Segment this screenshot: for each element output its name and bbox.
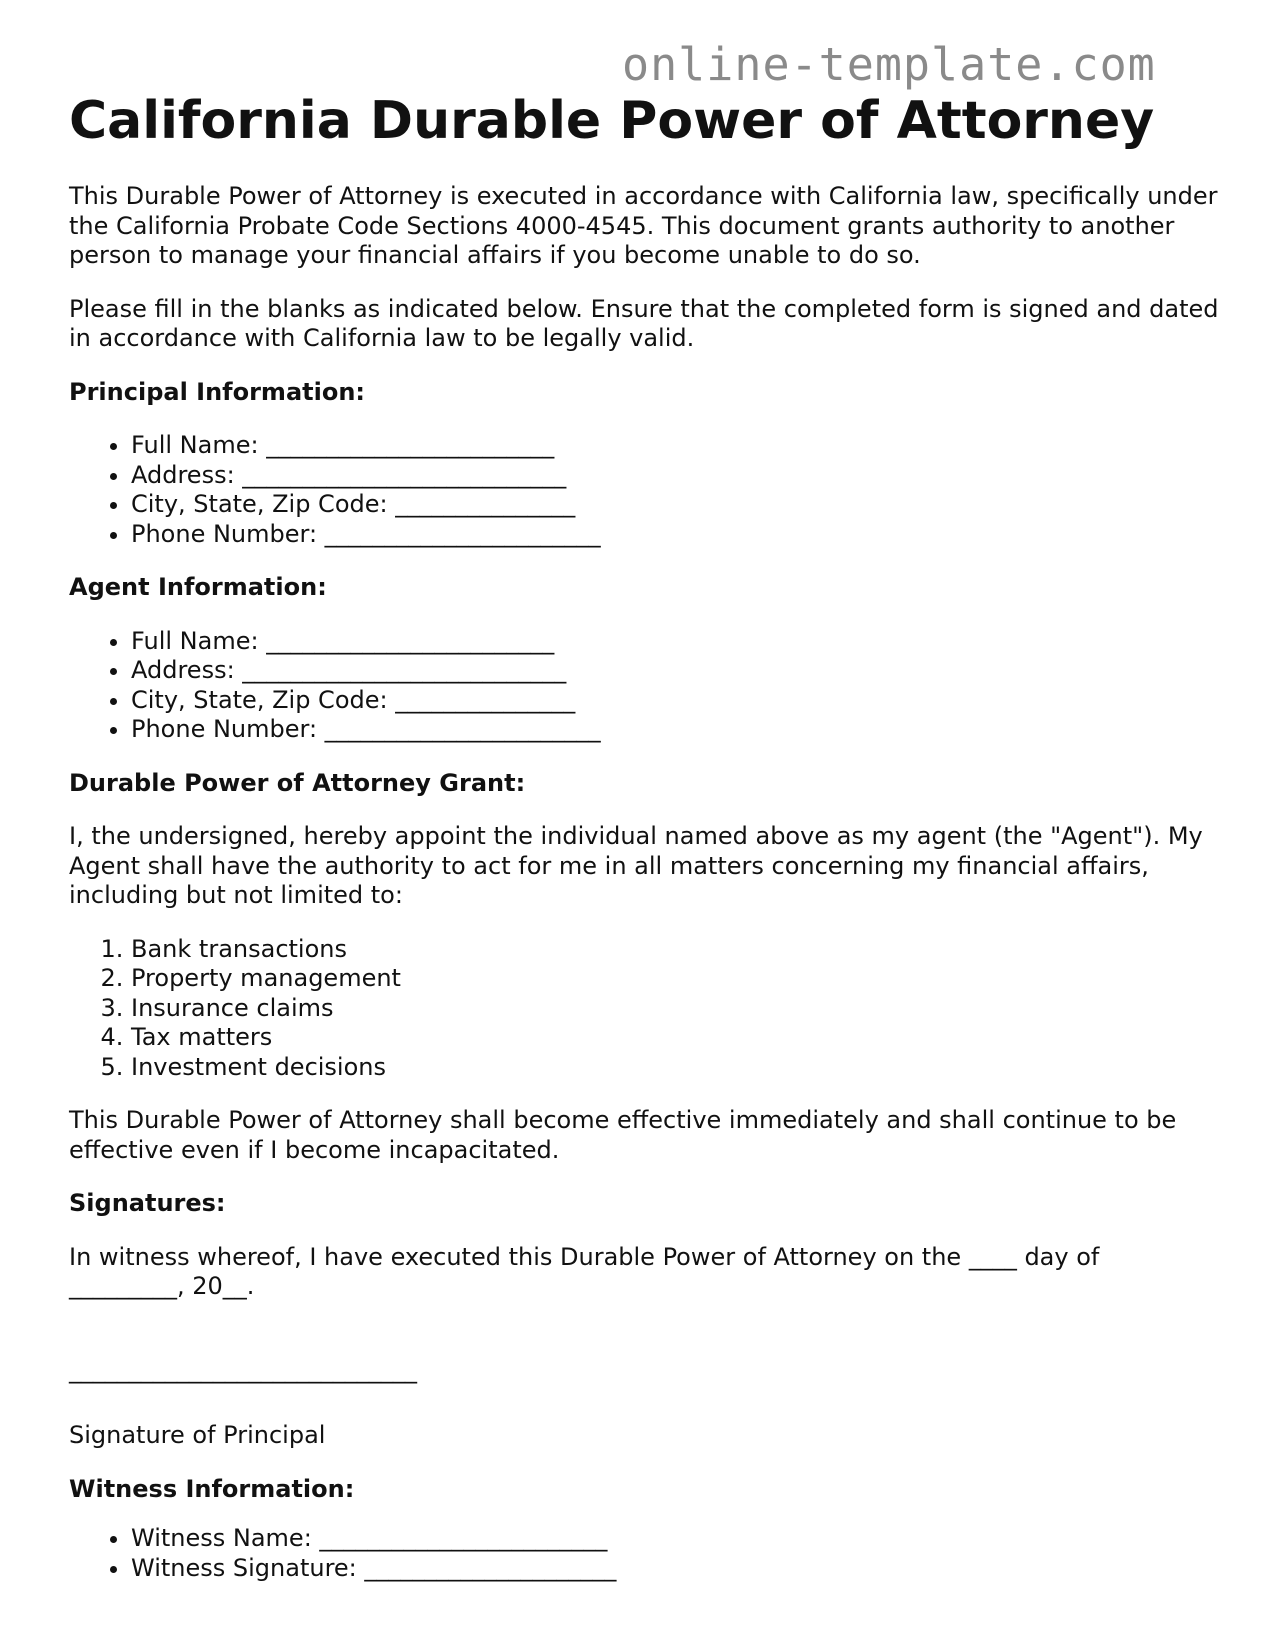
powers-list: [69, 935, 1219, 1083]
power-item: 4. Tax matters: [131, 1023, 1219, 1053]
principal-fields-list: [69, 431, 1219, 549]
power-item: 5. Investment decisions: [131, 1053, 1219, 1083]
intro-paragraph-2: Please fill in the blanks as indicated below. Ensure that the completed form is signed and dated in accordance with California law to be legally valid.: [69, 294, 1219, 352]
agent-fields-list: [69, 627, 1219, 745]
agent-address-field[interactable]: • Address: ___________________________: [131, 656, 1219, 686]
principal-phone-field[interactable]: • Phone Number: _______________________: [131, 520, 1219, 550]
agent-heading: Agent Information:: [69, 573, 327, 601]
power-item: 3. Insurance claims: [131, 994, 1219, 1024]
agent-city-state-zip-field[interactable]: • City, State, Zip Code: _______________: [131, 686, 1219, 716]
power-item: 2. Property management: [131, 964, 1219, 994]
principal-full-name-field[interactable]: • Full Name: ________________________: [131, 431, 1219, 461]
principal-signature-label: Signature of Principal: [69, 1421, 326, 1449]
effective-clause: This Durable Power of Attorney shall become effective immediately and shall continue to be effective even if I become incapacitated.: [69, 1106, 1177, 1164]
grant-text: I, the undersigned, hereby appoint the individual named above as my agent (the "Agent"). My Agent shall have the authority to act for me in all matters concerning my financial affairs, including but not limited to:: [69, 822, 1203, 909]
principal-address-field[interactable]: • Address: ___________________________: [131, 461, 1219, 491]
witness-clause[interactable]: In witness whereof, I have executed this Durable Power of Attorney on the ____ day of _________, 20__.: [69, 1242, 1100, 1300]
watermark: online-template.com: [622, 38, 1156, 91]
principal-heading: Principal Information:: [69, 377, 366, 406]
agent-full-name-field[interactable]: • Full Name: ________________________: [131, 627, 1219, 657]
grant-heading: Durable Power of Attorney Grant:: [69, 768, 526, 797]
agent-phone-field[interactable]: • Phone Number: _______________________: [131, 715, 1219, 745]
document: [69, 86, 1219, 1583]
principal-signature-line[interactable]: _____________________________: [69, 1355, 417, 1384]
witness-fields-list: [69, 1524, 1219, 1583]
witness-signature-field[interactable]: • Witness Signature: _____________________: [131, 1554, 1219, 1584]
intro-paragraph-1: This Durable Power of Attorney is executed in accordance with California law, specifically under the California Probate Code Sections 4000-4545. This document grants authority to another person to manage your financial affairs if you become unable to do so.: [69, 182, 1218, 269]
document-title: California Durable Power of Attorney: [69, 91, 1155, 151]
power-item: 1. Bank transactions: [131, 935, 1219, 965]
principal-city-state-zip-field[interactable]: • City, State, Zip Code: _______________: [131, 490, 1219, 520]
signatures-heading: Signatures:: [69, 1189, 226, 1217]
witness-name-field[interactable]: • Witness Name: ________________________: [131, 1524, 1219, 1554]
witness-heading: Witness Information:: [69, 1474, 355, 1503]
